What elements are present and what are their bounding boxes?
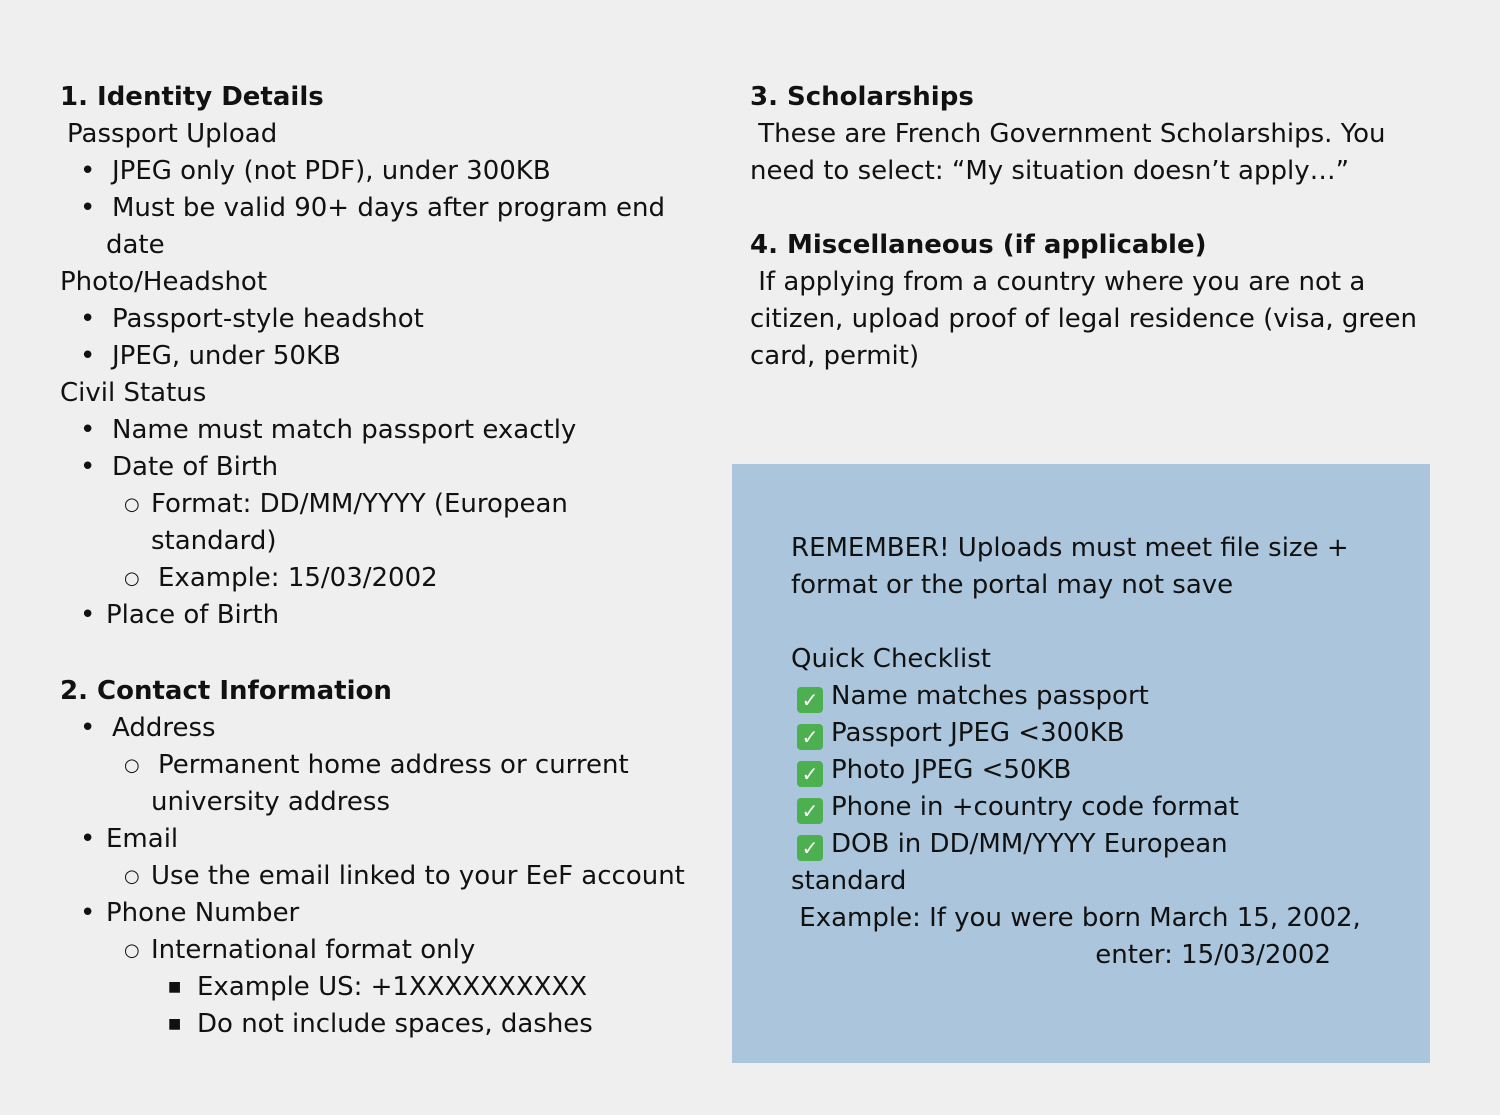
check-mark-icon: ✓ xyxy=(797,724,823,750)
bullet-icon: • xyxy=(80,824,96,854)
square-bullet-icon: ■ xyxy=(168,979,182,995)
list-item: • Place of Birth xyxy=(60,597,700,634)
bullet-icon: • xyxy=(80,341,96,371)
checklist-item: ✓ DOB in DD/MM/YYYY European xyxy=(791,826,1391,863)
passport-upload-label: Passport Upload xyxy=(67,119,278,149)
square-bullet-icon: ■ xyxy=(168,1016,182,1032)
circle-bullet-icon: ○ xyxy=(124,866,140,887)
list-item: • JPEG, under 50KB xyxy=(60,338,700,375)
example-line: enter: 15/03/2002 xyxy=(1095,940,1331,970)
list-item-continuation: date xyxy=(106,230,165,260)
list-item: • Date of Birth xyxy=(60,449,700,486)
circle-bullet-icon: ○ xyxy=(124,568,140,589)
example-line: Example: If you were born March 15, 2002, xyxy=(791,903,1361,933)
scholarships-heading: 3. Scholarships xyxy=(750,82,974,112)
sub-list-item-continuation: university address xyxy=(151,787,391,817)
sub-sub-list-item: ■ Example US: +1XXXXXXXXXX xyxy=(60,969,700,1006)
bullet-icon: • xyxy=(80,600,96,630)
circle-bullet-icon: ○ xyxy=(124,494,140,515)
check-mark-icon: ✓ xyxy=(797,687,823,713)
reminder-line: REMEMBER! Uploads must meet file size + xyxy=(791,533,1349,563)
misc-text-line: card, permit) xyxy=(750,341,920,371)
checklist-item-continuation: standard xyxy=(791,866,907,896)
left-column xyxy=(60,79,700,1043)
contact-heading: 2. Contact Information xyxy=(60,676,392,706)
sub-list-item: ○ Permanent home address or current xyxy=(60,747,700,784)
misc-text-line: citizen, upload proof of legal residence (visa, green xyxy=(750,304,1417,334)
list-item: • Address xyxy=(60,710,700,747)
bullet-icon: • xyxy=(80,713,96,743)
scholarships-text-line: These are French Government Scholarships. You xyxy=(750,119,1386,149)
list-item: • Passport-style headshot xyxy=(60,301,700,338)
list-item: • Must be valid 90+ days after program end xyxy=(60,190,700,227)
sub-list-item: ○ Use the email linked to your EeF account xyxy=(60,858,700,895)
checklist-item: ✓ Name matches passport xyxy=(791,678,1391,715)
misc-text-line: If applying from a country where you are not a xyxy=(750,267,1366,297)
reminder-line: format or the portal may not save xyxy=(791,570,1234,600)
sub-list-item-continuation: standard) xyxy=(151,526,277,556)
list-item: • Phone Number xyxy=(60,895,700,932)
list-item: • JPEG only (not PDF), under 300KB xyxy=(60,153,700,190)
sub-sub-list-item: ■ Do not include spaces, dashes xyxy=(60,1006,700,1043)
circle-bullet-icon: ○ xyxy=(124,940,140,961)
identity-heading: 1. Identity Details xyxy=(60,82,324,112)
bullet-icon: • xyxy=(80,415,96,445)
circle-bullet-icon: ○ xyxy=(124,755,140,776)
list-item: • Email xyxy=(60,821,700,858)
civil-status-label: Civil Status xyxy=(60,378,207,408)
sub-list-item: ○ Example: 15/03/2002 xyxy=(60,560,700,597)
checklist-item: ✓ Passport JPEG <300KB xyxy=(791,715,1391,752)
reminder-box xyxy=(732,464,1430,1063)
bullet-icon: • xyxy=(80,193,96,223)
bullet-icon: • xyxy=(80,898,96,928)
photo-label: Photo/Headshot xyxy=(60,267,268,297)
right-column xyxy=(750,79,1417,375)
sub-list-item: ○ International format only xyxy=(60,932,700,969)
bullet-icon: • xyxy=(80,304,96,334)
checklist-item: ✓ Photo JPEG <50KB xyxy=(791,752,1391,789)
list-item: • Name must match passport exactly xyxy=(60,412,700,449)
misc-heading: 4. Miscellaneous (if applicable) xyxy=(750,230,1207,260)
check-mark-icon: ✓ xyxy=(797,798,823,824)
checklist-item: ✓ Phone in +country code format xyxy=(791,789,1391,826)
check-mark-icon: ✓ xyxy=(797,835,823,861)
bullet-icon: • xyxy=(80,156,96,186)
scholarships-text-line: need to select: “My situation doesn’t apply…” xyxy=(750,156,1350,186)
bullet-icon: • xyxy=(80,452,96,482)
sub-list-item: ○ Format: DD/MM/YYYY (European xyxy=(60,486,700,523)
checklist-title: Quick Checklist xyxy=(791,644,991,674)
check-mark-icon: ✓ xyxy=(797,761,823,787)
